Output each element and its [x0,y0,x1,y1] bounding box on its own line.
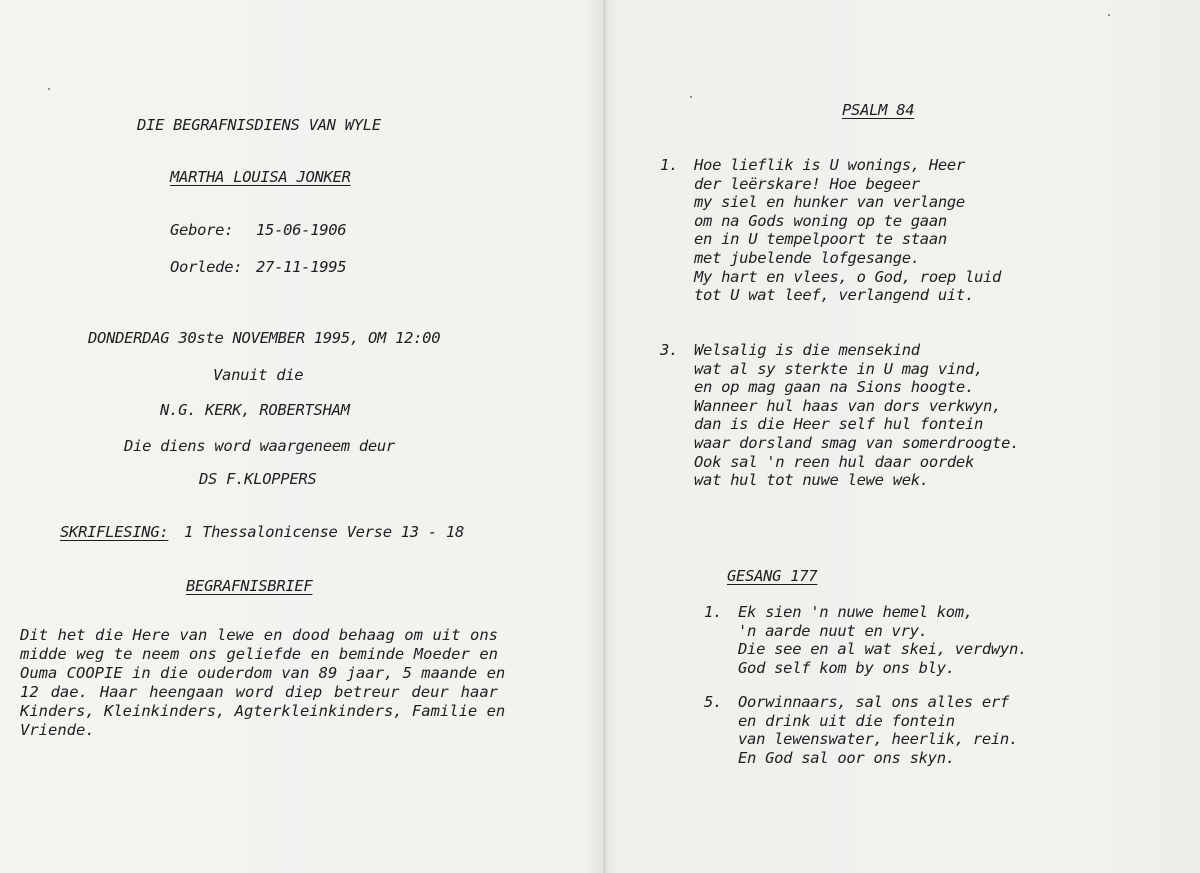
letter-line: Kinders, Kleinkinders, Agterkleinkinders, Familie en [20,702,506,720]
letter-line: 12 dae. Haar heengaan word diep betreur deur haar [20,683,498,701]
stanza-line-text: en in U tempelpoort te staan [694,230,947,249]
stanza-number [704,659,738,678]
stanza-line [660,156,1001,175]
stanza-line [704,712,1018,731]
gesang-stanza-5 [704,693,1018,767]
stanza-number [660,378,694,397]
stanza-number [660,471,694,490]
stanza-line [660,415,1019,434]
stanza-number [660,193,694,212]
born-date: 15-06-1906 [256,221,347,239]
stanza-number [660,249,694,268]
stanza-line-text: wat al sy sterkte in U mag vind, [694,359,984,378]
stanza-line [704,603,1027,622]
stanza-number [704,730,738,749]
psalm-stanza-3 [660,341,1019,490]
stanza-line-text: Welsalig is die mensekind [694,341,920,359]
paper-speck [1108,14,1110,16]
stanza-line [660,434,1019,453]
stanza-line-text: En God sal oor ons skyn. [738,748,955,767]
stanza-line [660,360,1019,379]
stanza-line-text: wat hul tot nuwe lewe wek. [694,471,929,490]
service-title: DIE BEGRAFNISDIENS VAN WYLE [137,116,381,134]
reading-label: SKRIFLESING: [60,523,169,541]
center-fold [603,0,606,873]
gesang-heading: GESANG 177 [727,567,818,585]
stanza-number: 1. [704,603,723,621]
letter-line: midde weg te neem ons geliefde en beminde Moeder en [20,645,498,663]
stanza-number [660,360,694,379]
stanza-number [704,640,738,659]
stanza-line [660,175,1001,194]
stanza-number [704,622,738,641]
stanza-line [660,341,1019,360]
stanza-line [704,622,1027,641]
psalm-heading: PSALM 84 [842,101,915,119]
stanza-line [660,397,1019,416]
stanza-line-text: der leërskare! Hoe begeer [694,174,920,193]
stanza-line [660,193,1001,212]
stanza-line [660,453,1019,472]
stanza-line-text: en op mag gaan na Sions hoogte. [694,378,974,397]
stanza-line-text: Ek sien 'n nuwe hemel kom, [738,603,973,621]
stanza-line [660,471,1019,490]
stanza-line-text: Oorwinnaars, sal ons alles erf [738,693,1009,711]
stanza-number [660,230,694,249]
minister-name: DS F.KLOPPERS [199,470,317,488]
stanza-line [704,640,1027,659]
stanza-line-text: om na Gods woning op te gaan [694,211,947,230]
deceased-name: MARTHA LOUISA JONKER [170,168,351,186]
stanza-line-text: Hoe lieflik is U wonings, Heer [694,156,965,174]
letter-line: Dit het die Here van lewe en dood behaag om uit ons [20,626,498,644]
stanza-line [704,730,1018,749]
stanza-line-text: God self kom by ons bly. [738,658,955,677]
stanza-line-text: van lewenswater, heerlik, rein. [738,730,1018,749]
stanza-number [660,434,694,453]
reading-text: 1 Thessalonicense Verse 13 - 18 [184,523,464,541]
stanza-line [660,249,1001,268]
conducted-by: Die diens word waargeneem deur [124,437,395,455]
stanza-line-text: Die see en al wat skei, verdwyn. [738,640,1028,659]
died-label: Oorlede: [170,258,243,276]
psalm-stanza-1 [660,156,1001,305]
stanza-number [660,212,694,231]
stanza-line-text: 'n aarde nuut en vry. [738,621,928,640]
gesang-stanza-1 [704,603,1027,677]
stanza-number [660,415,694,434]
stanza-number [660,453,694,472]
service-date: DONDERDAG 30ste NOVEMBER 1995, OM 12:00 [88,329,441,347]
stanza-line-text: tot U wat leef, verlangend uit. [694,286,974,305]
stanza-line-text: my siel en hunker van verlange [694,193,965,212]
died-date: 27-11-1995 [256,258,347,276]
stanza-line-text: en drink uit die fontein [738,711,955,730]
paper-speck [48,88,50,90]
stanza-line [660,378,1019,397]
stanza-line-text: Ook sal 'n reen hul daar oordek [694,452,974,471]
stanza-number [704,712,738,731]
stanza-line-text: My hart en vlees, o God, roep luid [694,267,1002,286]
stanza-line [704,749,1018,768]
burial-letter [20,626,506,740]
stanza-line [704,659,1027,678]
paper-speck [690,96,692,98]
stanza-line [660,268,1001,287]
stanza-number [660,268,694,287]
stanza-number: 5. [704,693,723,711]
stanza-number: 1. [660,156,679,174]
letter-line: Vriende. [20,721,95,739]
stanza-line-text: waar dorsland smag van somerdroogte. [694,433,1020,452]
stanza-line-text: Wanneer hul haas van dors verkwyn, [694,396,1002,415]
stanza-line-text: dan is die Heer self hul fontein [694,415,984,434]
church-name: N.G. KERK, ROBERTSHAM [160,401,350,419]
stanza-line-text: met jubelende lofgesange. [694,248,920,267]
stanza-line [660,212,1001,231]
stanza-line [704,693,1018,712]
stanza-number [660,286,694,305]
stanza-line [660,230,1001,249]
stanza-number [660,397,694,416]
born-label: Gebore: [170,221,234,239]
stanza-number: 3. [660,341,679,359]
letter-line: Ouma COOPIE in die ouderdom van 89 jaar, 5 maande en [20,664,506,682]
letter-heading: BEGRAFNISBRIEF [186,577,313,595]
stanza-number [704,749,738,768]
back-page-shadow [1080,0,1200,873]
stanza-line [660,286,1001,305]
stanza-number [660,175,694,194]
from-label: Vanuit die [213,366,304,384]
